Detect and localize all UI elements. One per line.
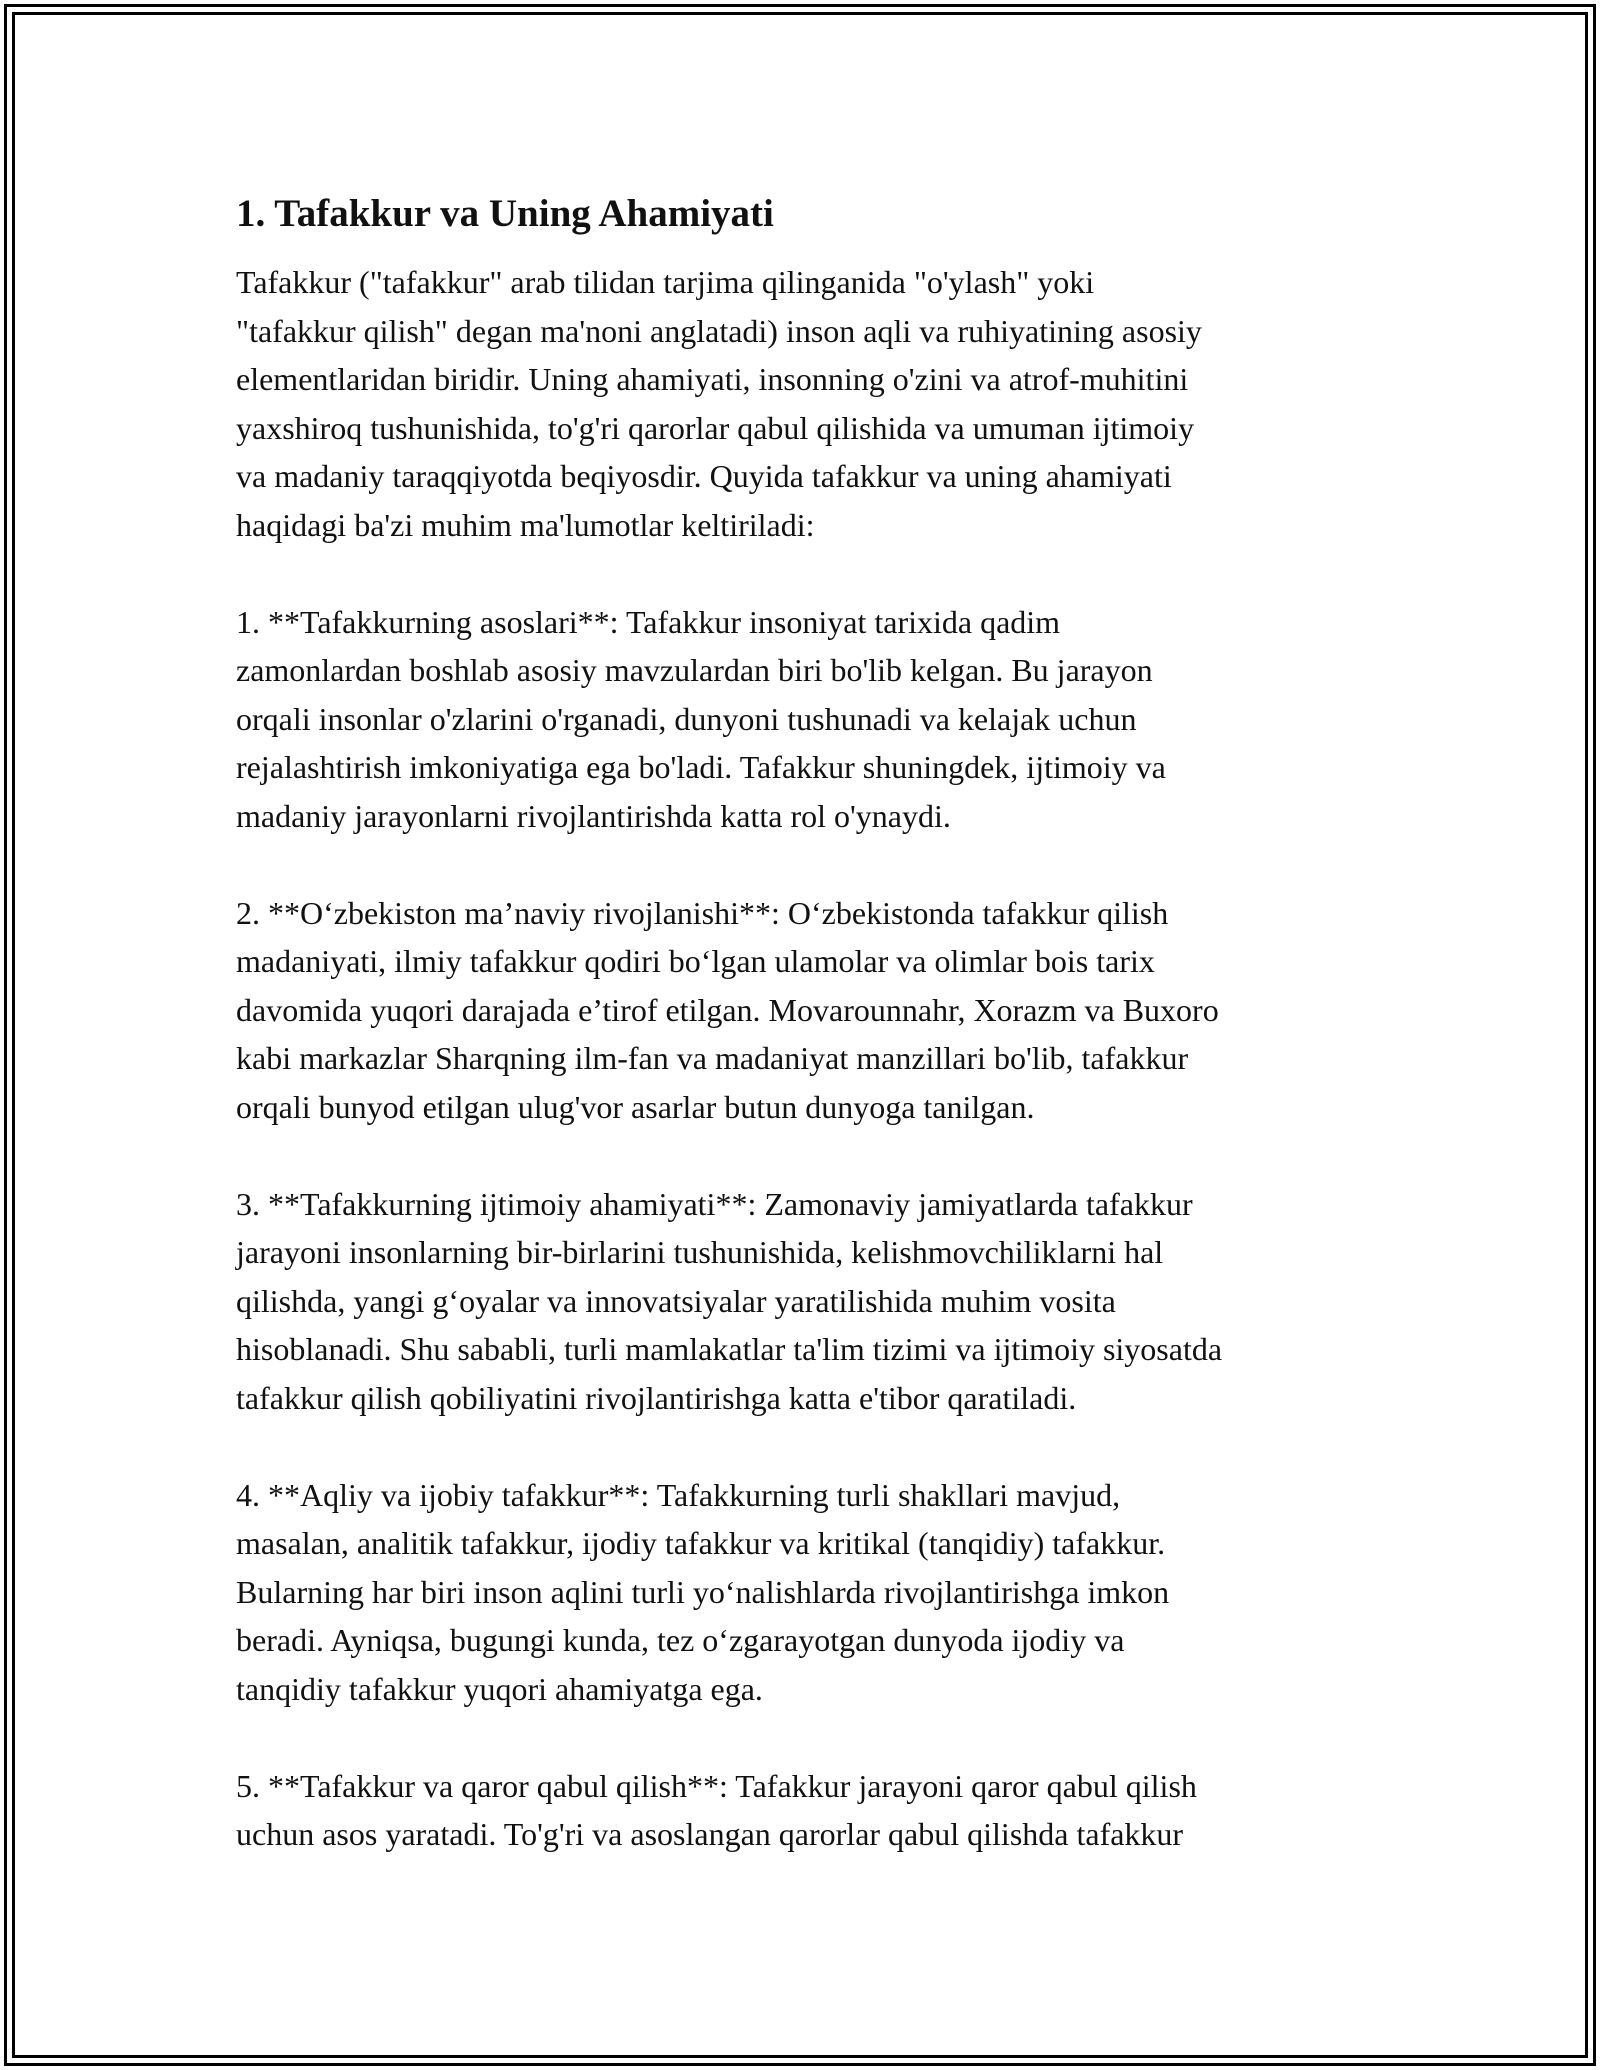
text-line: 3. **Tafakkurning ijtimoiy ahamiyati**: Zamonaviy jamiyatlarda tafakkur bbox=[236, 1185, 1193, 1222]
text-line: zamonlardan boshlab asosiy mavzulardan biri bo'lib kelgan. Bu jarayon bbox=[236, 652, 1153, 688]
text-line: haqidagi ba'zi muhim ma'lumotlar keltiriladi: bbox=[236, 506, 815, 543]
text-line: yaxshiroq tushunishida, to'g'ri qarorlar qabul qilishida va umuman ijtimoiy bbox=[236, 409, 1195, 446]
text-line: qilishda, yangi g‘oyalar va innovatsiyalar yaratilishida muhim vosita bbox=[236, 1282, 1116, 1319]
document-body bbox=[236, 188, 1376, 1907]
text-line: madaniy jarayonlarni rivojlantirishda katta rol o'ynaydi. bbox=[236, 797, 951, 834]
text-line: masalan, analitik tafakkur, ijodiy tafakkur va kritikal (tanqidiy) tafakkur. bbox=[236, 1525, 1166, 1561]
text-line: 1. **Tafakkurning asoslari**: Tafakkur insoniyat tarixida qadim bbox=[236, 603, 1061, 640]
text-line: 2. **O‘zbekiston ma’naviy rivojlanishi**: O‘zbekistonda tafakkur qilish bbox=[236, 894, 1169, 931]
text-line: tafakkur qilish qobiliyatini rivojlantirishga katta e'tibor qaratiladi. bbox=[236, 1379, 1077, 1416]
document-title: 1. Tafakkur va Uning Ahamiyati bbox=[236, 192, 774, 235]
text-line: "tafakkur qilish" degan ma'noni anglatadi) inson aqli va ruhiyatining asosiy bbox=[236, 312, 1202, 349]
paragraph-item-1 bbox=[236, 598, 1376, 841]
text-line: beradi. Ayniqsa, bugungi kunda, tez o‘zgarayotgan dunyoda ijodiy va bbox=[236, 1622, 1125, 1658]
text-line: va madaniy taraqqiyotda beqiyosdir. Quyida tafakkur va uning ahamiyati bbox=[236, 458, 1172, 494]
text-line: rejalashtirish imkoniyatiga ega bo'ladi. Tafakkur shuningdek, ijtimoiy va bbox=[236, 749, 1166, 785]
paragraph-intro bbox=[236, 258, 1376, 549]
text-line: hisoblanadi. Shu sababli, turli mamlakatlar ta'lim tizimi va ijtimoiy siyosatda bbox=[236, 1331, 1223, 1367]
text-line: tanqidiy tafakkur yuqori ahamiyatga ega. bbox=[236, 1670, 763, 1707]
text-line: 4. **Aqliy va ijobiy tafakkur**: Tafakkurning turli shakllari mavjud, bbox=[236, 1476, 1121, 1513]
text-line: davomida yuqori darajada e’tirof etilgan. Movarounnahr, Xorazm va Buxoro bbox=[236, 991, 1219, 1028]
text-line: elementlaridan biridir. Uning ahamiyati, insonning o'zini va atrof-muhitini bbox=[236, 361, 1189, 397]
text-line: jarayoni insonlarning bir-birlarini tushunishida, kelishmovchiliklarni hal bbox=[236, 1234, 1164, 1270]
text-line: kabi markazlar Sharqning ilm-fan va madaniyat manzillari bo'lib, tafakkur bbox=[236, 1040, 1189, 1076]
paragraph-item-4 bbox=[236, 1471, 1376, 1714]
paragraph-item-3 bbox=[236, 1180, 1376, 1423]
paragraph-item-2 bbox=[236, 889, 1376, 1132]
text-line: Tafakkur ("tafakkur" arab tilidan tarjima qilinganida "o'ylash" yoki bbox=[236, 264, 1095, 300]
text-line: madaniyati, ilmiy tafakkur qodiri bo‘lgan ulamolar va olimlar bois tarix bbox=[236, 943, 1155, 979]
text-line: uchun asos yaratadi. To'g'ri va asoslangan qarorlar qabul qilishda tafakkur bbox=[236, 1816, 1184, 1852]
paragraph-item-5 bbox=[236, 1762, 1376, 1859]
text-line: orqali bunyod etilgan ulug'vor asarlar butun dunyoga tanilgan. bbox=[236, 1088, 1035, 1125]
text-line: orqali insonlar o'zlarini o'rganadi, dunyoni tushunadi va kelajak uchun bbox=[236, 700, 1137, 737]
text-line: 5. **Tafakkur va qaror qabul qilish**: Tafakkur jarayoni qaror qabul qilish bbox=[236, 1767, 1197, 1804]
text-line: Bularning har biri inson aqlini turli yo‘nalishlarda rivojlantirishga imkon bbox=[236, 1573, 1170, 1610]
